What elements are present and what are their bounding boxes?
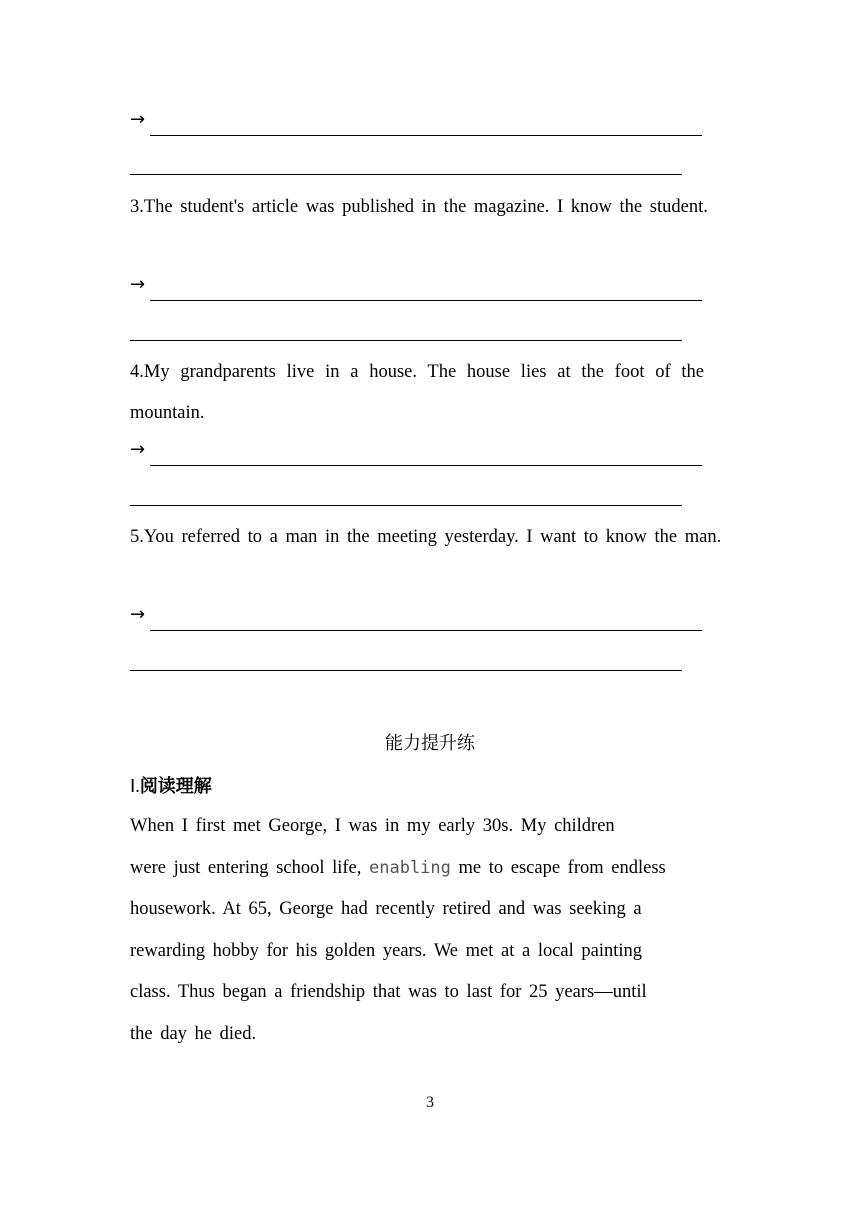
subheading-numeral: Ⅰ. bbox=[130, 776, 140, 796]
arrow-icon: → bbox=[130, 274, 146, 295]
answer-line-q2-first[interactable] bbox=[130, 109, 702, 136]
arrow-icon: → bbox=[130, 439, 146, 460]
reading-comprehension-heading bbox=[130, 772, 212, 801]
question-3: 3.The student's article was published in the magazine. I know the student. bbox=[130, 197, 708, 217]
question-5: 5.You referred to a man in the meeting yesterday. I want to know the man. bbox=[130, 527, 722, 547]
question-4: 4.My grandparents live in a house. The house lies at the foot of the mountain. bbox=[130, 362, 704, 423]
answer-line-q5-second[interactable] bbox=[130, 670, 682, 671]
arrow-icon: → bbox=[130, 604, 146, 625]
passage-line-3: housework. At 65, George had recently retired and was seeking a bbox=[130, 899, 642, 919]
answer-line-q3-first[interactable] bbox=[130, 274, 702, 301]
page-number: 3 bbox=[426, 1094, 434, 1111]
answer-line-q2-second[interactable] bbox=[130, 174, 682, 175]
arrow-icon: → bbox=[130, 109, 146, 130]
subheading-label: 阅读理解 bbox=[139, 776, 212, 797]
answer-line-q4-first[interactable] bbox=[130, 439, 702, 466]
underline bbox=[150, 300, 702, 301]
answer-line-q4-second[interactable] bbox=[130, 505, 682, 506]
passage-line-2 bbox=[130, 848, 730, 890]
passage-line-2-end: me to escape from endless bbox=[450, 857, 666, 878]
highlighted-word: enabling bbox=[369, 857, 451, 878]
underline bbox=[150, 135, 702, 136]
passage-line-5: class. Thus began a friendship that was to last for 25 years—until bbox=[130, 982, 647, 1002]
section-title: 能力提升练 bbox=[385, 733, 475, 754]
passage-line-1: When I first met George, I was in my early 30s. My children bbox=[130, 816, 615, 836]
passage-line-6: the day he died. bbox=[130, 1023, 257, 1044]
answer-line-q3-second[interactable] bbox=[130, 340, 682, 341]
passage-line-4: rewarding hobby for his golden years. We met at a local painting bbox=[130, 940, 643, 961]
answer-line-q5-first[interactable] bbox=[130, 604, 702, 631]
passage-line-2-start: were just entering school life, bbox=[130, 857, 369, 878]
underline bbox=[150, 630, 702, 631]
underline bbox=[150, 465, 702, 466]
reading-passage bbox=[130, 806, 730, 1055]
